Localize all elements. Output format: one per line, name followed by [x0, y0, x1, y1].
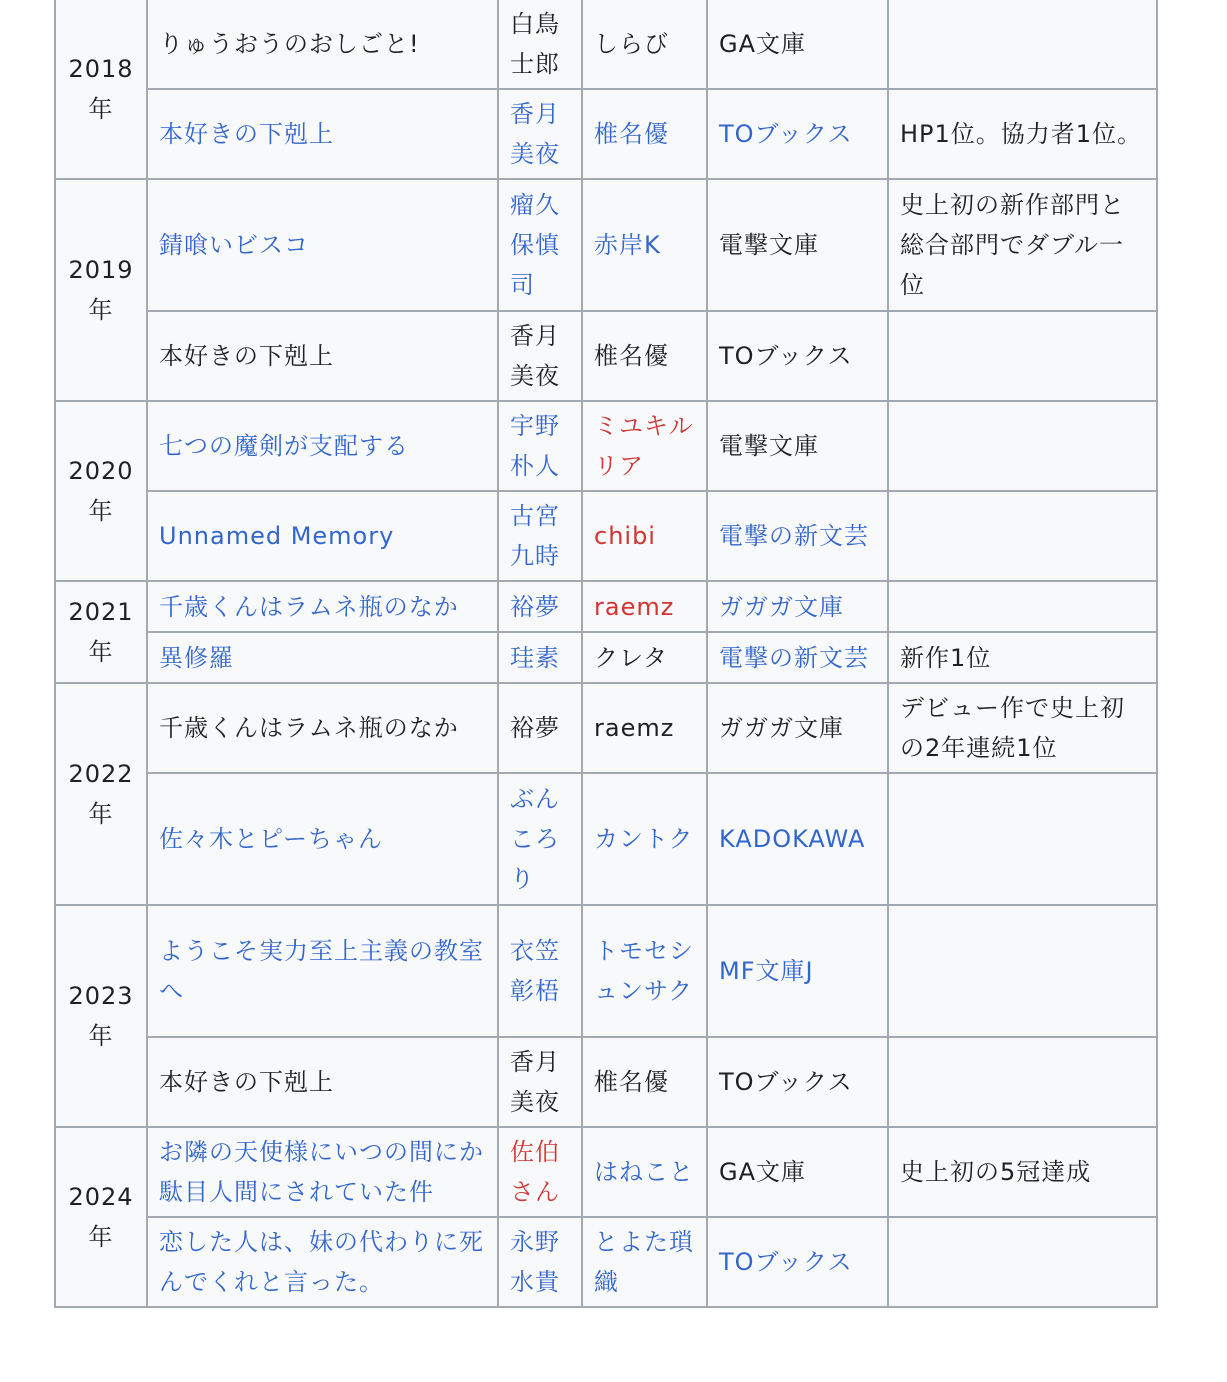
author-link[interactable]: 古宮九時 — [498, 491, 582, 581]
table-row — [55, 632, 1157, 683]
note-cell: HP1位。協力者1位。 — [888, 89, 1157, 179]
table-row — [55, 311, 1157, 401]
title-link[interactable]: 錆喰いビスコ — [147, 179, 498, 311]
title-cell: 千歳くんはラムネ瓶のなか — [147, 683, 498, 773]
author-cell: 白鳥士郎 — [498, 0, 582, 89]
illustrator-cell: しらび — [582, 0, 707, 89]
year-cell: 2023年 — [55, 905, 147, 1127]
author-link[interactable]: 香月美夜 — [498, 89, 582, 179]
note-cell — [888, 1037, 1157, 1127]
table-row — [55, 581, 1157, 632]
table-row — [55, 1037, 1157, 1127]
label-cell: TOブックス — [707, 311, 888, 401]
title-link[interactable]: Unnamed Memory — [147, 491, 498, 581]
year-cell: 2019年 — [55, 179, 147, 401]
illustrator-redlink[interactable]: raemz — [582, 581, 707, 632]
table-row — [55, 1127, 1157, 1217]
year-cell: 2021年 — [55, 581, 147, 683]
label-link[interactable]: 電撃の新文芸 — [707, 491, 888, 581]
table-row — [55, 1217, 1157, 1307]
note-cell: 史上初の新作部門と総合部門でダブル一位 — [888, 179, 1157, 311]
table-row — [55, 179, 1157, 311]
title-link[interactable]: 恋した人は、妹の代わりに死んでくれと言った。 — [147, 1217, 498, 1307]
year-cell: 2022年 — [55, 683, 147, 905]
author-link[interactable]: 衣笠彰梧 — [498, 905, 582, 1037]
title-link[interactable]: 千歳くんはラムネ瓶のなか — [147, 581, 498, 632]
year-cell: 2018年 — [55, 0, 147, 179]
author-link[interactable]: 永野水貴 — [498, 1217, 582, 1307]
label-link[interactable]: ガガガ文庫 — [707, 581, 888, 632]
illustrator-redlink[interactable]: chibi — [582, 491, 707, 581]
title-link[interactable]: 佐々木とピーちゃん — [147, 773, 498, 905]
ranking-table — [54, 0, 1158, 1308]
label-link[interactable]: TOブックス — [707, 89, 888, 179]
illustrator-link[interactable]: 椎名優 — [582, 89, 707, 179]
table-row — [55, 89, 1157, 179]
illustrator-cell: 椎名優 — [582, 311, 707, 401]
note-cell: 史上初の5冠達成 — [888, 1127, 1157, 1217]
note-cell: デビュー作で史上初の2年連続1位 — [888, 683, 1157, 773]
table-row — [55, 0, 1157, 89]
title-cell: 本好きの下剋上 — [147, 311, 498, 401]
table-row — [55, 905, 1157, 1037]
table-row — [55, 683, 1157, 773]
note-cell: 新作1位 — [888, 632, 1157, 683]
label-cell: ガガガ文庫 — [707, 683, 888, 773]
note-cell — [888, 401, 1157, 491]
label-cell: GA文庫 — [707, 0, 888, 89]
illustrator-link[interactable]: トモセシュンサク — [582, 905, 707, 1037]
note-cell — [888, 311, 1157, 401]
label-cell: GA文庫 — [707, 1127, 888, 1217]
illustrator-cell: 椎名優 — [582, 1037, 707, 1127]
illustrator-cell: raemz — [582, 683, 707, 773]
note-cell — [888, 581, 1157, 632]
illustrator-cell: クレタ — [582, 632, 707, 683]
note-cell — [888, 1217, 1157, 1307]
author-cell: 香月美夜 — [498, 311, 582, 401]
year-cell: 2020年 — [55, 401, 147, 581]
label-cell: 電撃文庫 — [707, 401, 888, 491]
illustrator-link[interactable]: カントク — [582, 773, 707, 905]
title-link[interactable]: 異修羅 — [147, 632, 498, 683]
author-link[interactable]: ぶんころり — [498, 773, 582, 905]
title-cell: りゅうおうのおしごと! — [147, 0, 498, 89]
title-cell: 本好きの下剋上 — [147, 1037, 498, 1127]
author-link[interactable]: 珪素 — [498, 632, 582, 683]
author-link[interactable]: 宇野朴人 — [498, 401, 582, 491]
illustrator-link[interactable]: はねこと — [582, 1127, 707, 1217]
label-cell: 電撃文庫 — [707, 179, 888, 311]
table-row — [55, 491, 1157, 581]
title-link[interactable]: 七つの魔剣が支配する — [147, 401, 498, 491]
label-cell: TOブックス — [707, 1037, 888, 1127]
label-link[interactable]: KADOKAWA — [707, 773, 888, 905]
note-cell — [888, 0, 1157, 89]
title-link[interactable]: 本好きの下剋上 — [147, 89, 498, 179]
table-row — [55, 773, 1157, 905]
illustrator-redlink[interactable]: ミユキルリア — [582, 401, 707, 491]
note-cell — [888, 773, 1157, 905]
note-cell — [888, 491, 1157, 581]
label-link[interactable]: MF文庫J — [707, 905, 888, 1037]
author-link[interactable]: 瘤久保慎司 — [498, 179, 582, 311]
illustrator-link[interactable]: 赤岸K — [582, 179, 707, 311]
label-link[interactable]: TOブックス — [707, 1217, 888, 1307]
title-link[interactable]: ようこそ実力至上主義の教室へ — [147, 905, 498, 1037]
note-cell — [888, 905, 1157, 1037]
illustrator-link[interactable]: とよた瑣織 — [582, 1217, 707, 1307]
author-cell: 裕夢 — [498, 683, 582, 773]
label-link[interactable]: 電撃の新文芸 — [707, 632, 888, 683]
title-link[interactable]: お隣の天使様にいつの間にか駄目人間にされていた件 — [147, 1127, 498, 1217]
year-cell: 2024年 — [55, 1127, 147, 1307]
author-link[interactable]: 裕夢 — [498, 581, 582, 632]
table-row — [55, 401, 1157, 491]
author-cell: 香月美夜 — [498, 1037, 582, 1127]
author-redlink[interactable]: 佐伯さん — [498, 1127, 582, 1217]
